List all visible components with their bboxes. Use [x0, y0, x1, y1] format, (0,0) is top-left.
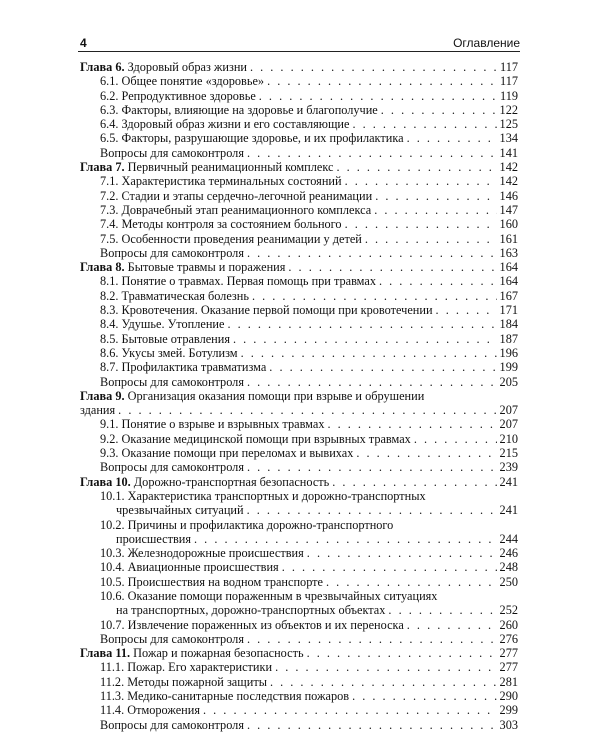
entry-title: Бытовые травмы и поражения: [127, 260, 286, 275]
entry-title: 10.3. Железнодорожные происшествия: [100, 546, 304, 561]
entry-page-number: 119: [500, 88, 518, 103]
leader-dots: [259, 89, 497, 103]
entry-title: 6.5. Факторы, разрушающие здоровье, и их профилактика: [100, 131, 404, 146]
leader-dots: [327, 417, 496, 431]
toc-section-entry[interactable]: [78, 246, 518, 260]
toc-section-entry[interactable]: [78, 546, 518, 560]
toc-section-entry[interactable]: [78, 103, 518, 117]
leader-dots: [194, 532, 497, 546]
entry-title: 10.1. Характеристика транспортных и дорожно-транспортных: [100, 488, 426, 503]
table-of-contents: [78, 60, 518, 732]
entry-title: Вопросы для самоконтроля: [100, 145, 244, 160]
entry-page-number: 160: [499, 217, 518, 232]
entry-title: 10.2. Причины и профилактика дорожно-транспортного: [100, 517, 394, 532]
entry-title: 8.1. Понятие о травмах. Первая помощь при травмах: [100, 274, 376, 289]
entry-title: 11.1. Пожар. Его характеристики: [100, 660, 273, 675]
page-header: [78, 32, 520, 52]
leader-dots: [332, 475, 496, 489]
entry-title-continuation: здания: [80, 403, 116, 418]
toc-section-entry[interactable]: [78, 675, 518, 689]
leader-dots: [233, 332, 497, 346]
toc-chapter-entry[interactable]: [78, 475, 518, 489]
entry-title: Вопросы для самоконтроля: [100, 631, 244, 646]
entry-page-number: 196: [499, 345, 518, 360]
leader-dots: [247, 375, 497, 389]
chapter-label: Глава 7.: [80, 160, 125, 175]
section-title: Оглавление: [453, 36, 520, 50]
entry-title-continuation: чрезвычайных ситуаций: [116, 503, 244, 518]
toc-chapter-entry[interactable]: [78, 260, 518, 274]
leader-dots: [414, 432, 497, 446]
entry-page-number: 248: [499, 560, 518, 575]
leader-dots: [288, 260, 496, 274]
toc-chapter-entry[interactable]: [78, 389, 518, 418]
entry-page-number: 147: [499, 202, 518, 217]
entry-page-number: 244: [499, 531, 518, 546]
entry-page-number: 125: [499, 117, 518, 132]
entry-page-number: 299: [499, 703, 518, 718]
leader-dots: [352, 117, 496, 131]
toc-section-entry[interactable]: [78, 446, 518, 460]
entry-page-number: 241: [499, 474, 518, 489]
entry-page-number: 205: [499, 374, 518, 389]
leader-dots: [436, 303, 497, 317]
entry-title: Вопросы для самоконтроля: [100, 460, 244, 475]
entry-page-number: 207: [499, 417, 518, 432]
toc-section-entry[interactable]: [78, 489, 518, 518]
toc-section-entry[interactable]: [78, 346, 518, 360]
entry-title: Вопросы для самоконтроля: [100, 245, 244, 260]
entry-page-number: 142: [499, 174, 518, 189]
toc-section-entry[interactable]: [78, 317, 518, 331]
entry-page-number: 207: [499, 403, 518, 418]
leader-dots: [388, 603, 496, 617]
toc-section-entry[interactable]: [78, 417, 518, 431]
leader-dots: [379, 274, 497, 288]
leader-dots: [203, 703, 497, 717]
entry-page-number: 199: [499, 360, 518, 375]
toc-section-entry[interactable]: [78, 74, 518, 88]
entry-title: 7.3. Доврачебный этап реанимационного комплекса: [100, 202, 372, 217]
entry-page-number: 146: [499, 188, 518, 203]
leader-dots: [365, 232, 497, 246]
entry-title: 6.4. Здоровый образ жизни и его составляющие: [100, 117, 350, 132]
toc-section-entry[interactable]: [78, 189, 518, 203]
leader-dots: [247, 146, 497, 160]
entry-title: Организация оказания помощи при взрыве и обрушении: [127, 388, 425, 403]
leader-dots: [269, 360, 496, 374]
entry-page-number: 241: [499, 503, 518, 518]
chapter-label: Глава 11.: [80, 646, 131, 661]
leader-dots: [307, 546, 497, 560]
entry-title: 6.2. Репродуктивное здоровье: [100, 88, 256, 103]
entry-page-number: 167: [499, 288, 518, 303]
entry-title: 8.7. Профилактика травматизма: [100, 360, 267, 375]
toc-section-entry[interactable]: [78, 618, 518, 632]
toc-section-entry[interactable]: [78, 689, 518, 703]
leader-dots: [345, 217, 497, 231]
entry-title: Здоровый образ жизни: [127, 60, 247, 74]
toc-section-entry[interactable]: [78, 560, 518, 574]
toc-section-entry[interactable]: [78, 289, 518, 303]
entry-page-number: 164: [499, 274, 518, 289]
entry-page-number: 250: [499, 574, 518, 589]
entry-page-number: 161: [499, 231, 518, 246]
leader-dots: [247, 460, 497, 474]
entry-title: 7.2. Стадии и этапы сердечно-легочной реанимации: [100, 188, 373, 203]
entry-title: 8.3. Кровотечения. Оказание первой помощи при кровотечении: [100, 303, 433, 318]
entry-title: 10.6. Оказание помощи пораженным в чрезвычайных ситуациях: [100, 588, 438, 603]
entry-title: 7.4. Методы контроля за состоянием больного: [100, 217, 342, 232]
entry-page-number: 260: [499, 617, 518, 632]
toc-section-entry[interactable]: [78, 232, 518, 246]
chapter-label: Глава 8.: [80, 260, 125, 275]
leader-dots: [247, 718, 497, 732]
entry-title: 11.3. Медико-санитарные последствия пожаров: [100, 689, 350, 704]
toc-section-entry[interactable]: [78, 332, 518, 346]
entry-title-continuation: происшествия: [116, 531, 192, 546]
leader-dots: [407, 131, 497, 145]
toc-section-entry[interactable]: [78, 703, 518, 717]
entry-page-number: 276: [499, 631, 518, 646]
entry-title: Дорожно-транспортная безопасность: [133, 474, 330, 489]
toc-chapter-entry[interactable]: [78, 160, 518, 174]
leader-dots: [407, 618, 497, 632]
leader-dots: [247, 503, 497, 517]
entry-page-number: 142: [499, 160, 518, 175]
leader-dots: [282, 560, 497, 574]
entry-page-number: 122: [499, 102, 518, 117]
leader-dots: [118, 403, 496, 417]
leader-dots: [336, 160, 496, 174]
toc-section-entry[interactable]: [78, 432, 518, 446]
toc-section-entry[interactable]: [78, 360, 518, 374]
entry-title-continuation: на транспортных, дорожно-транспортных объектах: [116, 603, 386, 618]
entry-title: 6.3. Факторы, влияющие на здоровье и благополучие: [100, 102, 378, 117]
chapter-label: Глава 10.: [80, 474, 131, 489]
toc-section-entry[interactable]: [78, 518, 518, 547]
entry-page-number: 163: [499, 245, 518, 260]
toc-chapter-entry[interactable]: [78, 60, 518, 74]
entry-page-number: 184: [499, 317, 518, 332]
toc-section-entry[interactable]: [78, 217, 518, 231]
leader-dots: [307, 646, 497, 660]
leader-dots: [345, 174, 497, 188]
toc-section-entry[interactable]: [78, 575, 518, 589]
entry-page-number: 252: [499, 603, 518, 618]
toc-section-entry[interactable]: [78, 203, 518, 217]
entry-title: 11.4. Отморожения: [100, 703, 200, 718]
entry-title: Первичный реанимационный комплекс: [127, 160, 334, 175]
toc-section-entry[interactable]: [78, 131, 518, 145]
entry-title: 9.2. Оказание медицинской помощи при взрывных травмах: [100, 431, 411, 446]
entry-title: 10.7. Извлечение пораженных из объектов и их переноска: [100, 617, 404, 632]
entry-title: 10.5. Происшествия на водном транспорте: [100, 574, 324, 589]
toc-section-entry[interactable]: [78, 460, 518, 474]
toc-section-entry[interactable]: [78, 174, 518, 188]
toc-section-entry[interactable]: [78, 89, 518, 103]
leader-dots: [241, 346, 497, 360]
entry-title: 9.1. Понятие о взрыве и взрывных травмах: [100, 417, 325, 432]
entry-page-number: 117: [500, 60, 518, 74]
leader-dots: [247, 246, 497, 260]
leader-dots: [270, 675, 497, 689]
entry-title: 8.4. Удушье. Утопление: [100, 317, 225, 332]
entry-title: Вопросы для самоконтроля: [100, 374, 244, 389]
entry-title: 11.2. Методы пожарной защиты: [100, 674, 267, 689]
entry-title: 7.1. Характеристика терминальных состояний: [100, 174, 342, 189]
leader-dots: [275, 660, 496, 674]
leader-dots: [381, 103, 497, 117]
entry-title: 6.1. Общее понятие «здоровье»: [100, 74, 265, 89]
toc-section-entry[interactable]: [78, 117, 518, 131]
entry-page-number: 210: [499, 431, 518, 446]
entry-page-number: 134: [499, 131, 518, 146]
leader-dots: [267, 74, 497, 88]
leader-dots: [375, 189, 496, 203]
leader-dots: [326, 575, 497, 589]
toc-section-entry[interactable]: [78, 632, 518, 646]
chapter-label: Глава 6.: [80, 60, 125, 74]
entry-page-number: 277: [499, 646, 518, 661]
chapter-label: Глава 9.: [80, 388, 125, 403]
entry-page-number: 187: [499, 331, 518, 346]
entry-page-number: 164: [499, 260, 518, 275]
toc-chapter-entry[interactable]: [78, 646, 518, 660]
entry-page-number: 277: [499, 660, 518, 675]
leader-dots: [227, 317, 496, 331]
toc-section-entry[interactable]: [78, 660, 518, 674]
leader-dots: [247, 632, 497, 646]
toc-section-entry[interactable]: [78, 589, 518, 618]
entry-page-number: 290: [499, 689, 518, 704]
entry-title: 9.3. Оказание помощи при переломах и вывихах: [100, 446, 354, 461]
entry-title: 7.5. Особенности проведения реанимации у детей: [100, 231, 362, 246]
entry-title: 8.6. Укусы змей. Ботулизм: [100, 345, 238, 360]
entry-title: 8.2. Травматическая болезнь: [100, 288, 249, 303]
entry-title: 8.5. Бытовые отравления: [100, 331, 230, 346]
entry-page-number: 215: [499, 446, 518, 461]
entry-page-number: 141: [499, 145, 518, 160]
leader-dots: [356, 446, 496, 460]
entry-title: Пожар и пожарная безопасность: [133, 646, 304, 661]
toc-section-entry[interactable]: [78, 274, 518, 288]
header-rule: [78, 51, 520, 52]
entry-page-number: 246: [499, 546, 518, 561]
entry-page-number: 239: [499, 460, 518, 475]
toc-section-entry[interactable]: [78, 146, 518, 160]
toc-section-entry[interactable]: [78, 718, 518, 732]
leader-dots: [250, 60, 497, 74]
entry-page-number: 303: [499, 717, 518, 732]
entry-title: 10.4. Авиационные происшествия: [100, 560, 279, 575]
leader-dots: [374, 203, 496, 217]
leader-dots: [252, 289, 497, 303]
toc-section-entry[interactable]: [78, 375, 518, 389]
entry-page-number: 117: [500, 74, 518, 89]
toc-section-entry[interactable]: [78, 303, 518, 317]
entry-title: Вопросы для самоконтроля: [100, 717, 244, 732]
page-number: 4: [80, 36, 87, 50]
entry-page-number: 171: [499, 303, 518, 318]
entry-page-number: 281: [499, 674, 518, 689]
leader-dots: [352, 689, 496, 703]
